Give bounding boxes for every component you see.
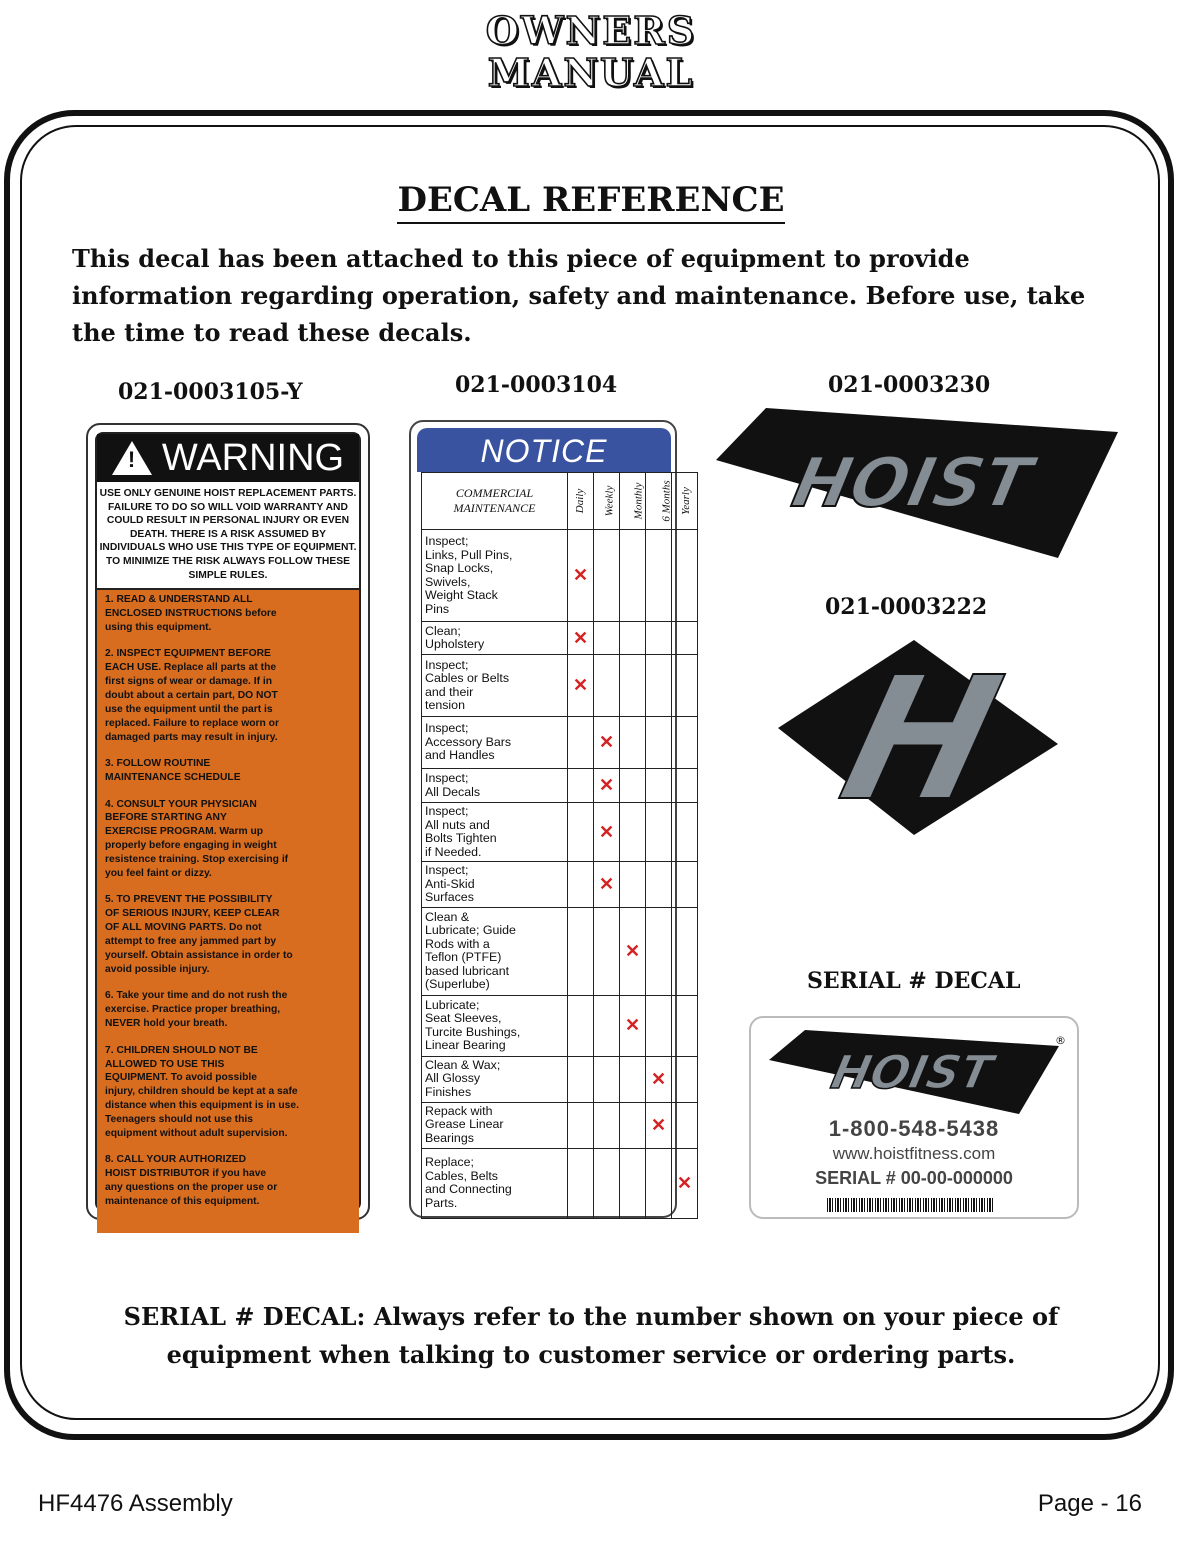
frequency-header (568, 473, 594, 530)
frequency-cell (568, 769, 594, 803)
maintenance-task: Inspect; Cables or Belts and their tension (422, 655, 568, 717)
serial-decal-label: SERIAL # DECAL (807, 968, 1021, 994)
frequency-cell (620, 717, 646, 769)
warning-rule: 1. READ & UNDERSTAND ALL ENCLOSED INSTRUCTIONS before using this equipment. (105, 594, 277, 633)
warning-rule: 8. CALL YOUR AUTHORIZED HOIST DISTRIBUTOR if you have any questions on the proper use or maintenance of this equipment. (105, 1154, 278, 1208)
frequency-cell (620, 769, 646, 803)
frequency-cell (568, 995, 594, 1056)
serial-decal-note: SERIAL # DECAL: Always refer to the number shown on your piece of equipment when talking to customer service or ordering parts. (123, 1302, 1059, 1369)
maintenance-task: Inspect; All nuts and Bolts Tighten if Needed. (422, 803, 568, 862)
part-number-warning: 021-0003105-Y (118, 379, 303, 405)
footer-model: HF4476 Assembly (38, 1490, 233, 1517)
frequency-cell (646, 530, 672, 622)
frequency-header (646, 473, 672, 530)
maintenance-rows (422, 530, 698, 1219)
frequency-check-icon: ✕ (646, 1056, 672, 1102)
warning-rule: 4. CONSULT YOUR PHYSICIAN BEFORE STARTING ANY EXERCISE PROGRAM. Warm up properly before engaging in weight resistence training. Stop exercising if you feel faint or dizzy. (105, 798, 289, 880)
registered-mark: ® (1055, 1034, 1066, 1047)
frequency-cell (646, 907, 672, 995)
frequency-check-icon: ✕ (594, 769, 620, 803)
header-line-1: OWNERS (485, 8, 697, 53)
frequency-check-icon: ✕ (646, 1102, 672, 1148)
maintenance-table (421, 472, 698, 1219)
frequency-check-icon: ✕ (568, 622, 594, 655)
maintenance-row (422, 769, 698, 803)
notice-decal (409, 420, 693, 1218)
maintenance-row (422, 803, 698, 862)
maintenance-row (422, 622, 698, 655)
frequency-cell (594, 995, 620, 1056)
frequency-cell (568, 1102, 594, 1148)
frequency-cell (594, 907, 620, 995)
frequency-cell (594, 622, 620, 655)
maintenance-row (422, 655, 698, 717)
maintenance-task: Inspect; Anti-Skid Surfaces (422, 862, 568, 908)
warning-rule: 3. FOLLOW ROUTINE MAINTENANCE SCHEDULE (105, 758, 241, 784)
frequency-check-icon: ✕ (594, 717, 620, 769)
warning-rule: 5. TO PREVENT THE POSSIBILITY OF SERIOUS INJURY, KEEP CLEAR OF ALL MOVING PARTS. Do not attempt to free any jammed part by yourself. Obtain assistance in order to avoid possible injury. (105, 894, 293, 975)
maintenance-task: Inspect; Accessory Bars and Handles (422, 717, 568, 769)
warning-header-text: WARNING (161, 436, 345, 479)
barcode (827, 1198, 995, 1212)
frequency-check-icon: ✕ (594, 862, 620, 908)
maintenance-row (422, 530, 698, 622)
frequency-header (672, 473, 698, 530)
maintenance-row (422, 907, 698, 995)
frequency-cell (672, 1056, 698, 1102)
h-logo-decal (778, 640, 1058, 839)
frequency-cell (646, 995, 672, 1056)
frequency-label: Weekly (603, 485, 616, 517)
frequency-cell (620, 1102, 646, 1148)
frequency-cell (672, 655, 698, 717)
section-title-text: DECAL REFERENCE (397, 180, 784, 224)
notice-header: NOTICE (417, 428, 671, 472)
frequency-cell (594, 1056, 620, 1102)
frequency-cell (646, 622, 672, 655)
frequency-cell (672, 995, 698, 1056)
frequency-cell (672, 530, 698, 622)
maintenance-task: Clean & Lubricate; Guide Rods with a Teflon (PTFE) based lubricant (Superlube) (422, 907, 568, 995)
frequency-cell (620, 530, 646, 622)
warning-rules (97, 590, 359, 1233)
frequency-cell (672, 862, 698, 908)
part-number-h-logo: 021-0003222 (825, 594, 988, 620)
frequency-cell (672, 803, 698, 862)
frequency-check-icon: ✕ (620, 907, 646, 995)
frequency-check-icon: ✕ (568, 530, 594, 622)
frequency-cell (568, 803, 594, 862)
frequency-cell (568, 907, 594, 995)
maintenance-row (422, 995, 698, 1056)
frequency-cell (646, 769, 672, 803)
maintenance-row (422, 862, 698, 908)
serial-hoist-logo (769, 1030, 1069, 1114)
maintenance-task: Replace; Cables, Belts and Connecting Parts. (422, 1148, 568, 1218)
maintenance-row (422, 717, 698, 769)
maintenance-task: Clean; Upholstery (422, 622, 568, 655)
frequency-cell (672, 1102, 698, 1148)
maintenance-task: Repack with Grease Linear Bearings (422, 1102, 568, 1148)
frequency-check-icon: ✕ (620, 995, 646, 1056)
warning-decal-inner (95, 432, 361, 1211)
part-number-hoist-logo: 021-0003230 (828, 372, 991, 398)
frequency-cell (672, 769, 698, 803)
frequency-check-icon: ✕ (672, 1148, 698, 1218)
frequency-label: Yearly (679, 487, 692, 515)
frequency-cell (568, 1056, 594, 1102)
serial-website: www.hoistfitness.com (832, 1144, 996, 1163)
header-line-2: MANUAL (487, 50, 695, 95)
section-title (0, 180, 1182, 220)
frequency-cell (646, 655, 672, 717)
frequency-label: Monthly (632, 482, 645, 520)
warning-rule: 7. CHILDREN SHOULD NOT BE ALLOWED TO USE THIS EQUIPMENT. To avoid possible injury, children should be kept at a safe distance when this equipment is in use. Teenagers should not use this equipment without adult supervision. (105, 1044, 299, 1140)
maintenance-task: Clean & Wax; All Glossy Finishes (422, 1056, 568, 1102)
frequency-cell (646, 803, 672, 862)
maintenance-task: Inspect; Links, Pull Pins, Snap Locks, Swivels, Weight Stack Pins (422, 530, 568, 622)
h-logo-text: H (825, 640, 1018, 839)
frequency-check-icon: ✕ (594, 803, 620, 862)
maintenance-header-row (422, 473, 698, 530)
serial-logo-text: HOIST (826, 1045, 998, 1099)
maintenance-task-header: COMMERCIAL MAINTENANCE (422, 473, 568, 530)
frequency-cell (594, 655, 620, 717)
warning-rule: 2. INSPECT EQUIPMENT BEFORE EACH USE. Replace all parts at the first signs of wear or damage. If in doubt about a certain part, DO NOT use the equipment until the part is replaced. Failure to replace worn or damaged parts may result in injury. (105, 648, 279, 743)
serial-decal (749, 1016, 1079, 1219)
frequency-cell (568, 1148, 594, 1218)
frequency-header (594, 473, 620, 530)
maintenance-row (422, 1056, 698, 1102)
frequency-cell (646, 717, 672, 769)
frequency-cell (620, 862, 646, 908)
frequency-check-icon: ✕ (568, 655, 594, 717)
serial-phone: 1-800-548-5438 (828, 1116, 1000, 1141)
frequency-cell (620, 1056, 646, 1102)
warning-decal (86, 423, 370, 1220)
frequency-header (620, 473, 646, 530)
maintenance-task: Lubricate; Seat Sleeves, Turcite Bushings, Linear Bearing (422, 995, 568, 1056)
part-number-notice: 021-0003104 (455, 372, 618, 398)
frequency-cell (568, 717, 594, 769)
maintenance-row (422, 1102, 698, 1148)
frequency-cell (672, 907, 698, 995)
frequency-cell (620, 803, 646, 862)
frequency-cell (620, 1148, 646, 1218)
hoist-logo-text: HOIST (785, 443, 1039, 523)
frequency-cell (594, 530, 620, 622)
frequency-cell (620, 622, 646, 655)
frequency-cell (568, 862, 594, 908)
manual-header (0, 10, 1182, 94)
frequency-cell (620, 655, 646, 717)
frequency-cell (646, 1148, 672, 1218)
maintenance-task: Inspect; All Decals (422, 769, 568, 803)
frequency-cell (672, 622, 698, 655)
frequency-cell (594, 1148, 620, 1218)
warning-header (97, 434, 359, 482)
hoist-logo-decal (716, 408, 1118, 558)
intro-paragraph: This decal has been attached to this piece of equipment to provide information regarding operation, safety and maintenance. Before use, take the time to read these decals. (72, 244, 1086, 347)
footer-page-number: Page - 16 (1037, 1490, 1142, 1517)
frequency-label: 6 Months (660, 480, 673, 522)
serial-number: SERIAL # 00-00-000000 (815, 1168, 1013, 1188)
warning-triangle-icon (112, 441, 152, 475)
warning-intro: USE ONLY GENUINE HOIST REPLACEMENT PARTS. FAILURE TO DO SO WILL VOID WARRANTY AND COULD RESULT IN PERSONAL INJURY OR EVEN DEATH. THERE IS A RISK ASSUMED BY INDIVIDUALS WHO USE THIS TYPE OF EQUIPMENT. TO MINIMIZE THE RISK ALWAYS FOLLOW THESE SIMPLE RULES. (97, 482, 359, 590)
maintenance-row (422, 1148, 698, 1218)
warning-rule: 6. Take your time and do not rush the exercise. Practice proper breathing, NEVER hold your breath. (105, 990, 288, 1030)
frequency-cell (646, 862, 672, 908)
frequency-label: Daily (574, 488, 587, 514)
frequency-cell (672, 717, 698, 769)
frequency-cell (594, 1102, 620, 1148)
